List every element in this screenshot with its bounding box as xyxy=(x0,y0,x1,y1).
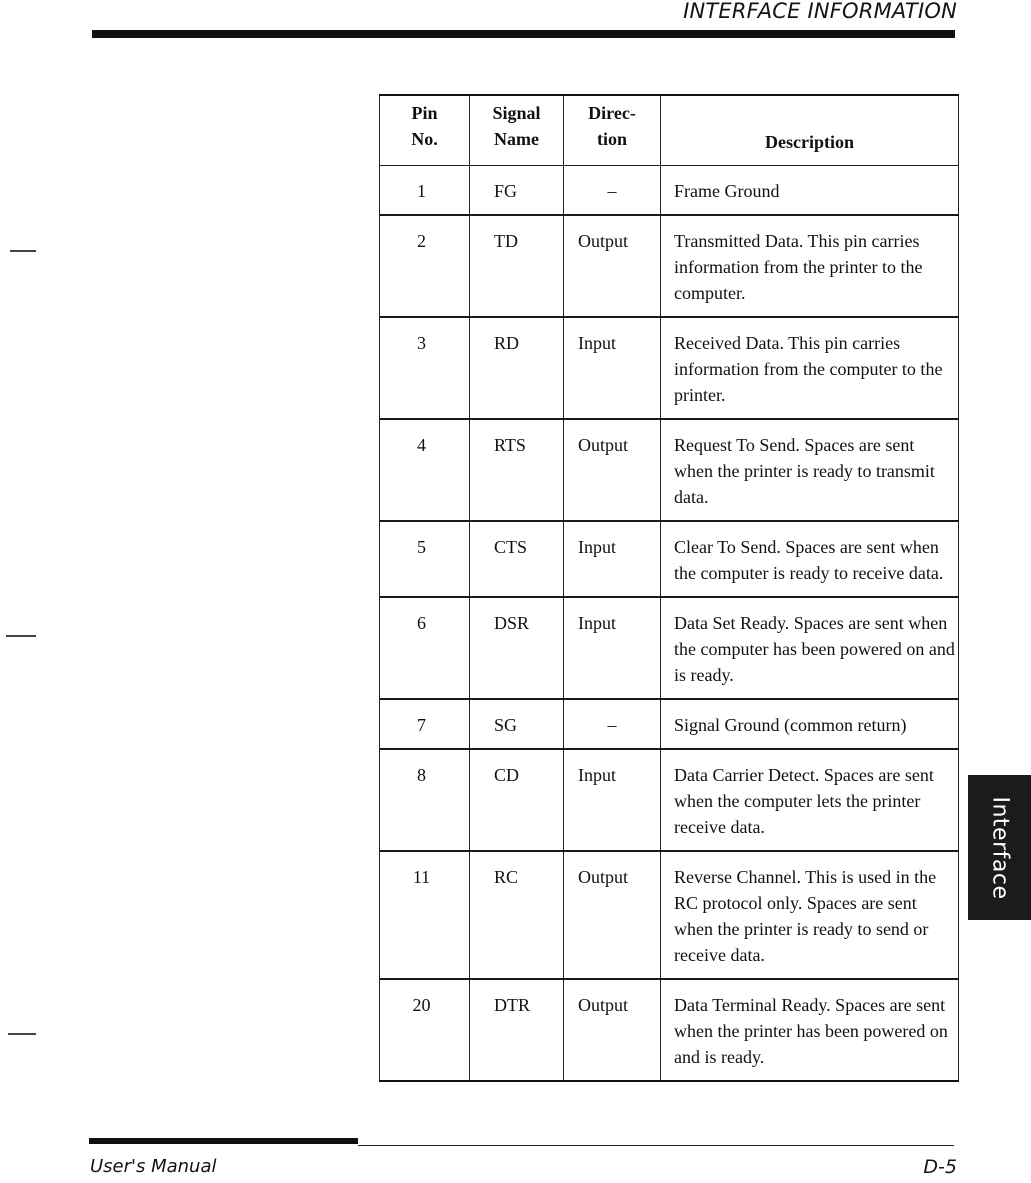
description: Data Set Ready. Spaces are sent when the computer has been powered on and is ready. xyxy=(661,597,959,699)
description: Signal Ground (common return) xyxy=(661,699,959,749)
direction: Output xyxy=(564,979,661,1081)
signal-name: RD xyxy=(470,317,564,419)
table-row xyxy=(380,749,959,851)
signal-name: FG xyxy=(470,165,564,215)
direction: Output xyxy=(564,215,661,317)
section-thumb-tab-label: Interface xyxy=(987,796,1012,899)
direction: – xyxy=(564,165,661,215)
signal-name: CTS xyxy=(470,521,564,597)
pin-number: 20 xyxy=(380,979,470,1081)
table-row xyxy=(380,165,959,215)
signal-name: CD xyxy=(470,749,564,851)
scan-speck xyxy=(8,1033,36,1035)
direction: Input xyxy=(564,521,661,597)
header-pin-line2: No. xyxy=(411,129,438,149)
footer-rule-thick xyxy=(89,1138,358,1144)
pin-number: 8 xyxy=(380,749,470,851)
header-signal-line1: Signal xyxy=(492,103,541,123)
section-thumb-tab xyxy=(968,775,1031,920)
table-header-row xyxy=(380,95,959,165)
header-direction xyxy=(564,95,661,165)
pin-number: 7 xyxy=(380,699,470,749)
table-row xyxy=(380,215,959,317)
header-direction-line2: tion xyxy=(596,129,627,149)
table-row xyxy=(380,979,959,1081)
pin-number: 5 xyxy=(380,521,470,597)
signal-name: DTR xyxy=(470,979,564,1081)
pin-number: 2 xyxy=(380,215,470,317)
direction: Input xyxy=(564,317,661,419)
page-header-title: INTERFACE INFORMATION xyxy=(683,0,957,23)
description: Data Terminal Ready. Spaces are sent when the printer has been powered on and is ready. xyxy=(661,979,959,1081)
table-row xyxy=(380,699,959,749)
pin-assignment-table xyxy=(379,94,959,1082)
direction: – xyxy=(564,699,661,749)
scan-speck xyxy=(6,635,36,637)
description: Transmitted Data. This pin carries information from the printer to the computer. xyxy=(661,215,959,317)
direction: Output xyxy=(564,851,661,979)
header-direction-line1: Direc- xyxy=(588,103,636,123)
pin-number: 4 xyxy=(380,419,470,521)
description: Clear To Send. Spaces are sent when the computer is ready to receive data. xyxy=(661,521,959,597)
description: Reverse Channel. This is used in the RC protocol only. Spaces are sent when the printer is ready to send or receive data. xyxy=(661,851,959,979)
table-row xyxy=(380,851,959,979)
description: Frame Ground xyxy=(661,165,959,215)
signal-name: DSR xyxy=(470,597,564,699)
description: Data Carrier Detect. Spaces are sent when the computer lets the printer receive data. xyxy=(661,749,959,851)
pin-number: 1 xyxy=(380,165,470,215)
header-rule xyxy=(92,30,955,38)
table-row xyxy=(380,419,959,521)
header-description: Description xyxy=(661,95,959,165)
direction: Input xyxy=(564,597,661,699)
signal-name: SG xyxy=(470,699,564,749)
header-signal-line2: Name xyxy=(494,129,539,149)
pin-number: 6 xyxy=(380,597,470,699)
header-pin-line1: Pin xyxy=(411,103,438,123)
pin-number: 3 xyxy=(380,317,470,419)
scan-speck xyxy=(10,250,36,252)
direction: Input xyxy=(564,749,661,851)
description: Request To Send. Spaces are sent when the printer is ready to transmit data. xyxy=(661,419,959,521)
table-row xyxy=(380,521,959,597)
description: Received Data. This pin carries information from the computer to the printer. xyxy=(661,317,959,419)
signal-name: TD xyxy=(470,215,564,317)
direction: Output xyxy=(564,419,661,521)
pin-number: 11 xyxy=(380,851,470,979)
table-row xyxy=(380,317,959,419)
signal-name: RC xyxy=(470,851,564,979)
footer-manual-title: User's Manual xyxy=(90,1156,217,1177)
header-pin-no xyxy=(380,95,470,165)
footer-rule-thin xyxy=(358,1145,954,1146)
page-number: D-5 xyxy=(923,1156,957,1178)
header-signal-name xyxy=(470,95,564,165)
table-row xyxy=(380,597,959,699)
signal-name: RTS xyxy=(470,419,564,521)
